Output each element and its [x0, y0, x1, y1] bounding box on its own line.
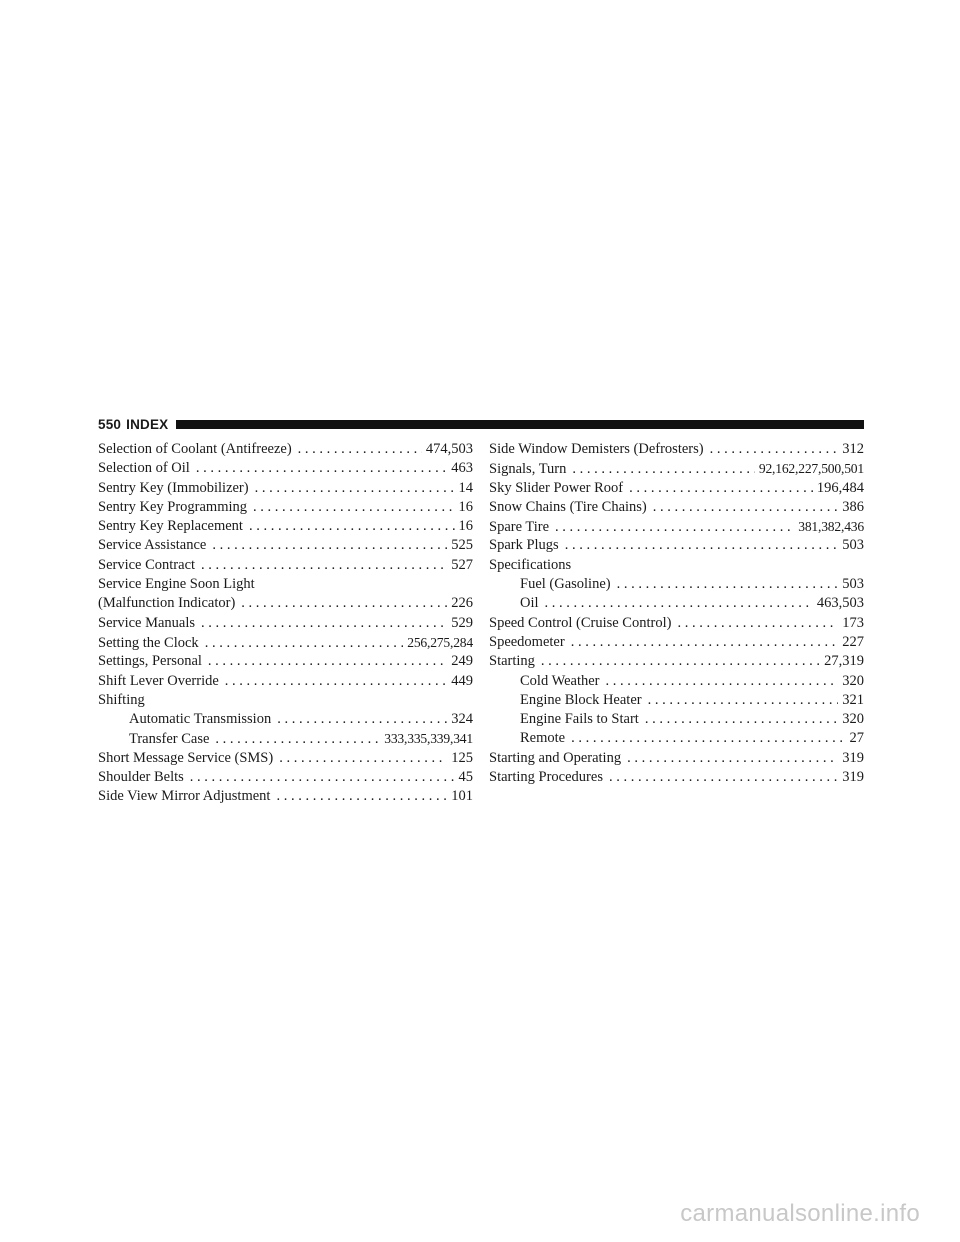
page-number: 550 [98, 416, 122, 432]
index-entry [489, 633, 864, 652]
index-page-refs: 226 [451, 595, 473, 612]
index-term: Sentry Key Replacement [98, 518, 243, 535]
index-term: Signals, Turn [489, 461, 567, 478]
dot-leader [215, 730, 380, 749]
index-entry [489, 440, 864, 459]
dot-leader [653, 498, 838, 517]
index-page-refs: 312 [842, 441, 864, 457]
section-title: INDEX [126, 416, 169, 432]
dot-leader [205, 634, 404, 653]
index-page-refs: 16 [458, 498, 473, 515]
index-entry [489, 517, 864, 536]
index-page-refs: 27 [849, 730, 864, 747]
index-term: Sentry Key Programming [98, 498, 248, 515]
index-entry [98, 672, 473, 691]
dot-leader [572, 460, 754, 479]
index-term: Short Message Service (SMS) [98, 749, 274, 766]
index-term: Starting [489, 653, 535, 670]
index-page-refs: 196,484 [816, 479, 864, 496]
index-term: Cold Weather [520, 672, 600, 689]
index-column-left [98, 440, 473, 807]
dot-leader [249, 517, 455, 536]
index-term: Specifications [489, 556, 572, 573]
index-page-refs: 319 [842, 769, 864, 786]
index-entry [489, 556, 864, 575]
dot-leader [677, 614, 838, 633]
index-entry [98, 768, 473, 787]
index-page-refs: 321 [842, 691, 864, 708]
index-page-refs: 27,319 [824, 653, 864, 670]
index-term: Shoulder Belts [98, 769, 184, 786]
index-page-refs: 503 [842, 537, 864, 554]
dot-leader [555, 518, 794, 537]
index-term: Service Contract [98, 556, 196, 573]
index-entry [489, 652, 864, 671]
dot-leader [190, 768, 455, 787]
dot-leader [627, 749, 838, 768]
index-page-refs: 256,275,284 [407, 634, 473, 650]
index-entry [98, 633, 473, 652]
dot-leader [629, 479, 813, 498]
dot-leader [541, 652, 820, 671]
index-term: Fuel (Gasoline) [520, 576, 611, 593]
index-entry [98, 479, 473, 498]
index-entry [98, 517, 473, 536]
index-term: Shifting [98, 691, 145, 708]
index-page-refs: 463,503 [816, 595, 864, 612]
index-term: Spare Tire [489, 519, 550, 536]
index-term: Selection of Coolant (Antifreeze) [98, 441, 292, 457]
index-term: Starting Procedures [489, 769, 603, 786]
dot-leader [201, 614, 447, 633]
dot-leader [606, 672, 839, 691]
index-term: Selection of Oil [98, 460, 190, 477]
index-entry [98, 498, 473, 517]
index-entry [98, 652, 473, 671]
index-term: Side View Mirror Adjustment [98, 788, 271, 805]
index-entry [489, 749, 864, 768]
index-term: Engine Block Heater [520, 691, 642, 708]
index-page-refs: 324 [451, 711, 473, 728]
index-entry [98, 614, 473, 633]
dot-leader [645, 710, 838, 729]
index-entry [489, 614, 864, 633]
index-term: Transfer Case [129, 731, 210, 748]
index-term: Starting and Operating [489, 749, 622, 766]
dot-leader [241, 594, 447, 613]
dot-leader [648, 691, 839, 710]
index-page-refs: 333,335,339,341 [384, 731, 473, 747]
index-page-refs: 227 [842, 633, 864, 650]
index-page-refs: 319 [842, 749, 864, 766]
index-page-refs: 529 [451, 614, 473, 631]
dot-leader [545, 594, 813, 613]
page-header [98, 413, 864, 435]
index-page-refs: 173 [842, 614, 864, 631]
index-page-refs: 92,162,227,500,501 [758, 461, 864, 477]
dot-leader [255, 479, 455, 498]
index-term: Engine Fails to Start [520, 711, 639, 728]
index-page-refs: 125 [451, 749, 473, 766]
index-entry [489, 672, 864, 691]
index-page-refs: 16 [458, 518, 473, 535]
dot-leader [298, 440, 422, 459]
index-page-refs: 527 [451, 556, 473, 573]
index-entry [489, 575, 864, 594]
index-term: (Malfunction Indicator) [98, 595, 236, 612]
index-entry [98, 459, 473, 478]
index-term: Speedometer [489, 633, 565, 650]
dot-leader [208, 652, 447, 671]
index-entry [489, 710, 864, 729]
index-entry [489, 536, 864, 555]
dot-leader [212, 536, 447, 555]
dot-leader [565, 536, 839, 555]
index-term: Settings, Personal [98, 653, 202, 670]
index-term: Sentry Key (Immobilizer) [98, 479, 249, 496]
index-page-refs: 320 [842, 711, 864, 728]
index-term: Remote [520, 730, 566, 747]
dot-leader [710, 440, 839, 459]
index-term: Shift Lever Override [98, 672, 219, 689]
index-page-refs: 320 [842, 672, 864, 689]
dot-leader [571, 633, 839, 652]
index-term: Setting the Clock [98, 634, 199, 651]
index-page-refs: 101 [451, 788, 473, 805]
index-page-refs: 14 [458, 479, 473, 496]
index-term: Sky Slider Power Roof [489, 479, 624, 496]
dot-leader [571, 729, 845, 748]
index-entry [98, 749, 473, 768]
index-term: Automatic Transmission [129, 711, 272, 728]
dot-leader [225, 672, 447, 691]
index-entry [98, 710, 473, 729]
index-page-refs: 45 [458, 769, 473, 786]
index-entry [489, 594, 864, 613]
index-term: Service Manuals [98, 614, 196, 631]
dot-leader [201, 556, 447, 575]
index-entry [489, 729, 864, 748]
index-entry [489, 498, 864, 517]
dot-leader [617, 575, 839, 594]
dot-leader [253, 498, 454, 517]
index-page-refs: 449 [451, 672, 473, 689]
index-entry [489, 768, 864, 787]
index-entry [98, 729, 473, 748]
index-term: Snow Chains (Tire Chains) [489, 498, 647, 515]
index-entry [98, 594, 473, 613]
index-term: Service Engine Soon Light [98, 576, 255, 593]
index-term: Speed Control (Cruise Control) [489, 614, 672, 631]
dot-leader [279, 749, 447, 768]
index-page-refs: 503 [842, 576, 864, 593]
index-page-refs: 525 [451, 537, 473, 554]
index-entry [489, 691, 864, 710]
dot-leader [276, 787, 447, 806]
index-term: Side Window Demisters (Defrosters) [489, 441, 704, 457]
index-entry [98, 575, 473, 594]
index-entry [98, 440, 473, 459]
index-entry [98, 691, 473, 710]
dot-leader [277, 710, 447, 729]
header-rule [176, 420, 864, 429]
index-entry [98, 787, 473, 806]
dot-leader [196, 459, 447, 478]
index-term: Oil [520, 595, 539, 612]
index-page-refs: 249 [451, 653, 473, 670]
index-entry [98, 556, 473, 575]
index-entry [489, 459, 864, 478]
index-term: Service Assistance [98, 537, 207, 554]
index-page-refs: 463 [451, 460, 473, 477]
index-term: Spark Plugs [489, 537, 559, 554]
index-entry [98, 536, 473, 555]
index-page-refs: 474,503 [425, 441, 473, 457]
index-entry [489, 479, 864, 498]
watermark: carmanualsonline.info [680, 1200, 920, 1227]
index-page-refs: 381,382,436 [798, 519, 864, 535]
dot-leader [609, 768, 838, 787]
index-page-refs: 386 [842, 498, 864, 515]
index-column-right [489, 440, 864, 787]
